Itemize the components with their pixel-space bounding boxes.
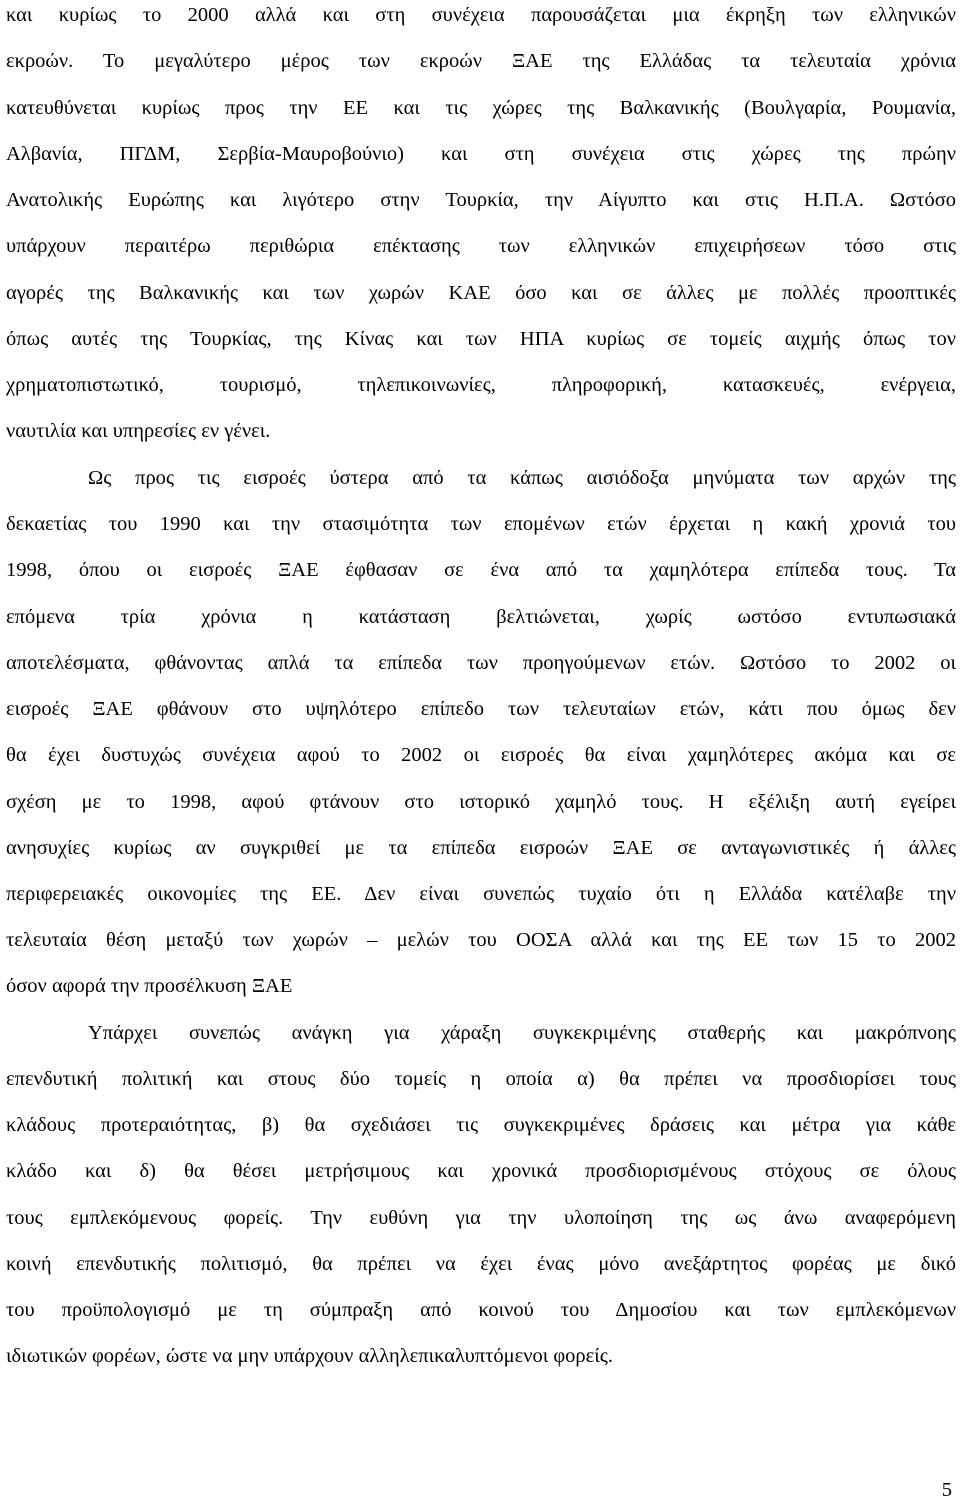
text-line: κλάδους προτεραιότητας, β) θα σχεδιάσει τις συγκεκριμένες δράσεις και μέτρα για κάθε xyxy=(6,1114,956,1136)
text-line: όσον αφορά την προσέλκυση ΞΑΕ xyxy=(6,975,293,997)
text-line: επόμενα τρία χρόνια η κατάσταση βελτιώνεται, χωρίς ωστόσο εντυπωσιακά xyxy=(6,606,956,628)
text-line: δεκαετίας του 1990 και την στασιμότητα των επομένων ετών έρχεται η κακή χρονιά του xyxy=(6,513,956,535)
text-line: εκροών. Το μεγαλύτερο μέρος των εκροών ΞΑΕ της Ελλάδας τα τελευταία χρόνια xyxy=(6,50,956,72)
text-line: εισροές ΞΑΕ φθάνουν στο υψηλότερο επίπεδο των τελευταίων ετών, κάτι που όμως δεν xyxy=(6,698,956,720)
text-line: περιφερειακές οικονομίες της ΕΕ. Δεν είναι συνεπώς τυχαίο ότι η Ελλάδα κατέλαβε την xyxy=(6,883,956,905)
text-line: κοινή επενδυτικής πολιτισμό, θα πρέπει να έχει ένας μόνο ανεξάρτητος φορέας με δικό xyxy=(6,1253,956,1275)
text-line: κατευθύνεται κυρίως προς την ΕΕ και τις χώρες της Βαλκανικής (Βουλγαρία, Ρουμανία, xyxy=(6,97,956,119)
text-line: όπως αυτές της Τουρκίας, της Κίνας και των ΗΠΑ κυρίως σε τομείς αιχμής όπως τον xyxy=(6,328,956,350)
page-number: 5 xyxy=(941,1479,952,1501)
text-line: χρηματοπιστωτικό, τουρισμό, τηλεπικοινωνίες, πληροφορική, κατασκευές, ενέργεια, xyxy=(6,374,956,396)
text-line: θα έχει δυστυχώς συνέχεια αφού το 2002 οι εισροές θα είναι χαμηλότερες ακόμα και σε xyxy=(6,744,956,766)
text-line: και κυρίως το 2000 αλλά και στη συνέχεια παρουσάζεται μια έκρηξη των ελληνικών xyxy=(6,4,956,26)
text-line: αγορές της Βαλκανικής και των χωρών ΚΑΕ όσο και σε άλλες με πολλές προοπτικές xyxy=(6,282,956,304)
text-line: σχέση με το 1998, αφού φτάνουν στο ιστορικό χαμηλό τους. Η εξέλιξη αυτή εγείρει xyxy=(6,791,956,813)
text-line: επενδυτική πολιτική και στους δύο τομείς η οποία α) θα πρέπει να προσδιορίσει τους xyxy=(6,1068,956,1090)
text-line: του προϋπολογισμό με τη σύμπραξη από κοινού του Δημοσίου και των εμπλεκόμενων xyxy=(6,1299,956,1321)
text-line: αποτελέσματα, φθάνοντας απλά τα επίπεδα των προηγούμενων ετών. Ωστόσο το 2002 οι xyxy=(6,652,956,674)
text-line: τους εμπλεκόμενους φορείς. Την ευθύνη για την υλοποίηση της ως άνω αναφερόμενη xyxy=(6,1207,956,1229)
text-line: Υπάρχει συνεπώς ανάγκη για χάραξη συγκεκριμένης σταθερής και μακρόπνοης xyxy=(88,1022,956,1044)
text-line: Ανατολικής Ευρώπης και λιγότερο στην Τουρκία, την Αίγυπτο και στις Η.Π.Α. Ωστόσο xyxy=(6,189,956,211)
text-line: Αλβανία, ΠΓΔΜ, Σερβία-Μαυροβούνιο) και στη συνέχεια στις χώρες της πρώην xyxy=(6,143,956,165)
text-line: κλάδο και δ) θα θέσει μετρήσιμους και χρονικά προσδιορισμένους στόχους σε όλους xyxy=(6,1160,956,1182)
text-line: υπάρχουν περαιτέρω περιθώρια επέκτασης των ελληνικών επιχειρήσεων τόσο στις xyxy=(6,235,956,257)
text-line: 1998, όπου οι εισροές ΞΑΕ έφθασαν σε ένα από τα χαμηλότερα επίπεδα τους. Τα xyxy=(6,559,956,581)
text-line: ιδιωτικών φορέων, ώστε να μην υπάρχουν αλληλεπικαλυπτόμενοι φορείς. xyxy=(6,1345,614,1367)
text-line: Ως προς τις εισροές ύστερα από τα κάπως αισιόδοξα μηνύματα των αρχών της xyxy=(88,467,956,489)
text-line: ανησυχίες κυρίως αν συγκριθεί με τα επίπεδα εισροών ΞΑΕ σε ανταγωνιστικές ή άλλες xyxy=(6,837,956,859)
text-line: ναυτιλία και υπηρεσίες εν γένει. xyxy=(6,420,271,442)
text-line: τελευταία θέση μεταξύ των χωρών – μελών του ΟΟΣΑ αλλά και της ΕΕ των 15 το 2002 xyxy=(6,929,956,951)
